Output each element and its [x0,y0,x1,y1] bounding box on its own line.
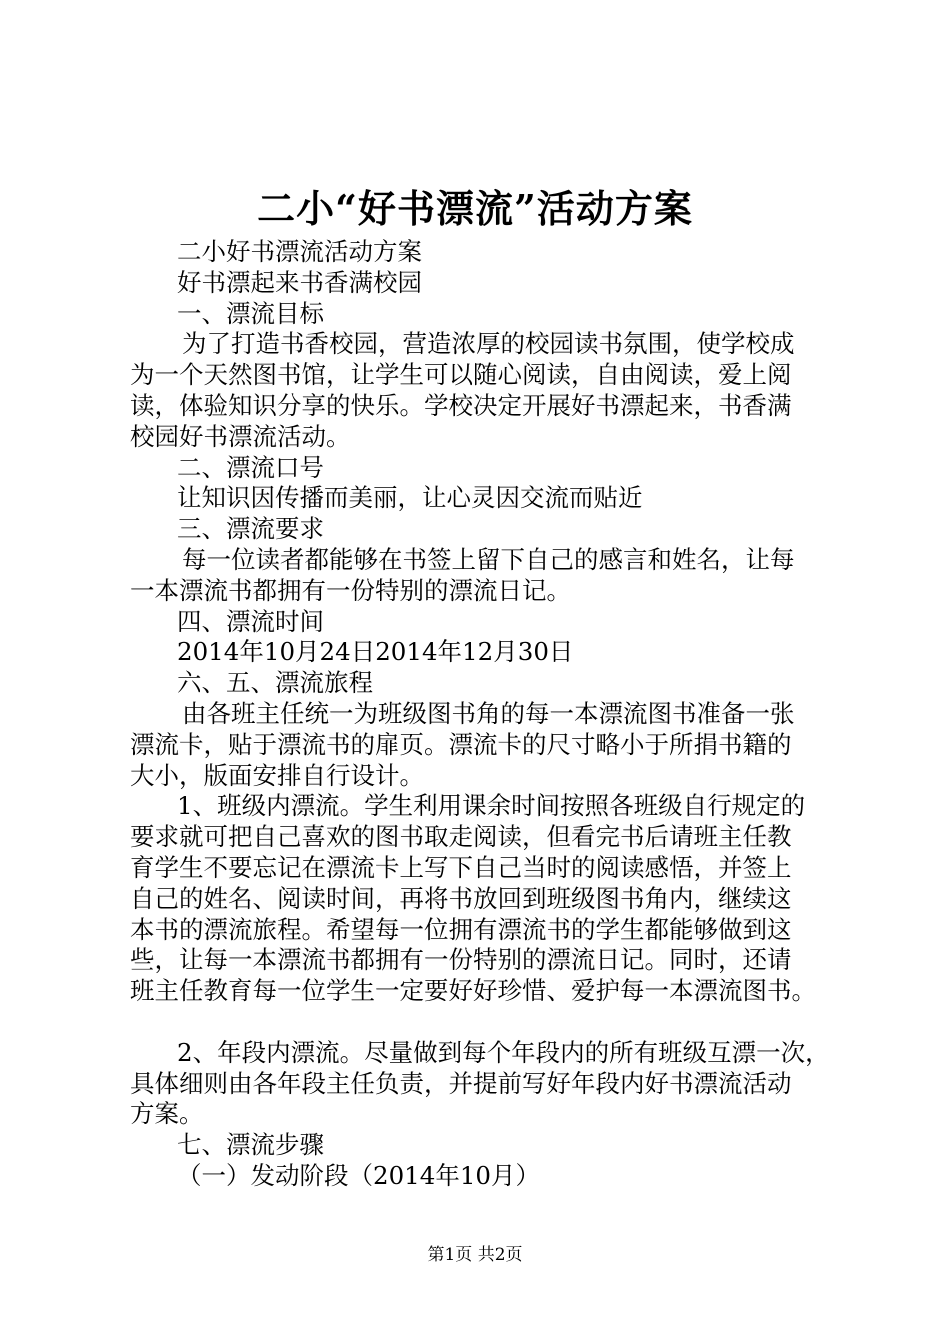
body-line: 要求就可把自己喜欢的图书取走阅读，但看完书后请班主任教 [130,822,792,852]
section-heading: 七、漂流步骤 [177,1130,324,1160]
section-heading: 四、漂流时间 [177,606,324,636]
body-line: 为一个天然图书馆，让学生可以随心阅读，自由阅读，爱上阅 [130,360,792,390]
document-title: 二小“好书漂流”活动方案 [257,186,693,231]
paragraph-gap [130,1007,860,1038]
body-line: 漂流卡，贴于漂流书的扉页。漂流卡的尺寸略小于所捐书籍的 [130,729,792,759]
body-line: 大小，版面安排自行设计。 [130,760,424,790]
body-line: （一）发动阶段（2014年10月） [177,1160,541,1190]
body-line: 校园好书漂流活动。 [130,421,351,451]
body-line: 2014年10月24日2014年12月30日 [177,637,574,667]
body-line: 1、班级内漂流。学生利用课余时间按照各班级自行规定的 [177,791,806,821]
body-line: 好书漂起来书香满校园 [177,267,422,297]
body-line: 自己的姓名、阅读时间，再将书放回到班级图书角内，继续这 [130,883,792,913]
body-line: 二小好书漂流活动方案 [177,237,422,266]
body-line: 具体细则由各年段主任负责，并提前写好年段内好书漂流活动 [130,1068,792,1098]
body-line: 让知识因传播而美丽，让心灵因交流而贴近 [177,483,643,513]
body-line: 一本漂流书都拥有一份特别的漂流日记。 [130,575,571,605]
body-line: 2、年段内漂流。尽量做到每个年段内的所有班级互漂一次， [177,1037,830,1067]
body-line: 育学生不要忘记在漂流卡上写下自己当时的阅读感悟，并签上 [130,852,792,882]
body-line: 每一位读者都能够在书签上留下自己的感言和姓名，让每 [182,544,795,574]
section-heading: 一、漂流目标 [177,298,324,328]
body-line: 读，体验知识分享的快乐。学校决定开展好书漂起来，书香满 [130,390,792,420]
body-line: 班主任教育每一位学生一定要好好珍惜、爱护每一本漂流图书。 [130,976,816,1006]
page-number: 第1页 共2页 [427,1245,523,1265]
section-heading: 六、五、漂流旅程 [177,668,373,698]
body-line: 为了打造书香校园，营造浓厚的校园读书氛围，使学校成 [182,329,795,359]
body-line: 些，让每一本漂流书都拥有一份特别的漂流日记。同时，还请 [130,945,792,975]
document-body [130,237,860,1192]
body-line: 方案。 [130,1099,204,1129]
section-heading: 二、漂流口号 [177,452,324,482]
section-heading: 三、漂流要求 [177,514,324,544]
body-line: 本书的漂流旅程。希望每一位拥有漂流书的学生都能够做到这 [130,914,792,944]
body-line: 由各班主任统一为班级图书角的每一本漂流图书准备一张 [182,698,795,728]
